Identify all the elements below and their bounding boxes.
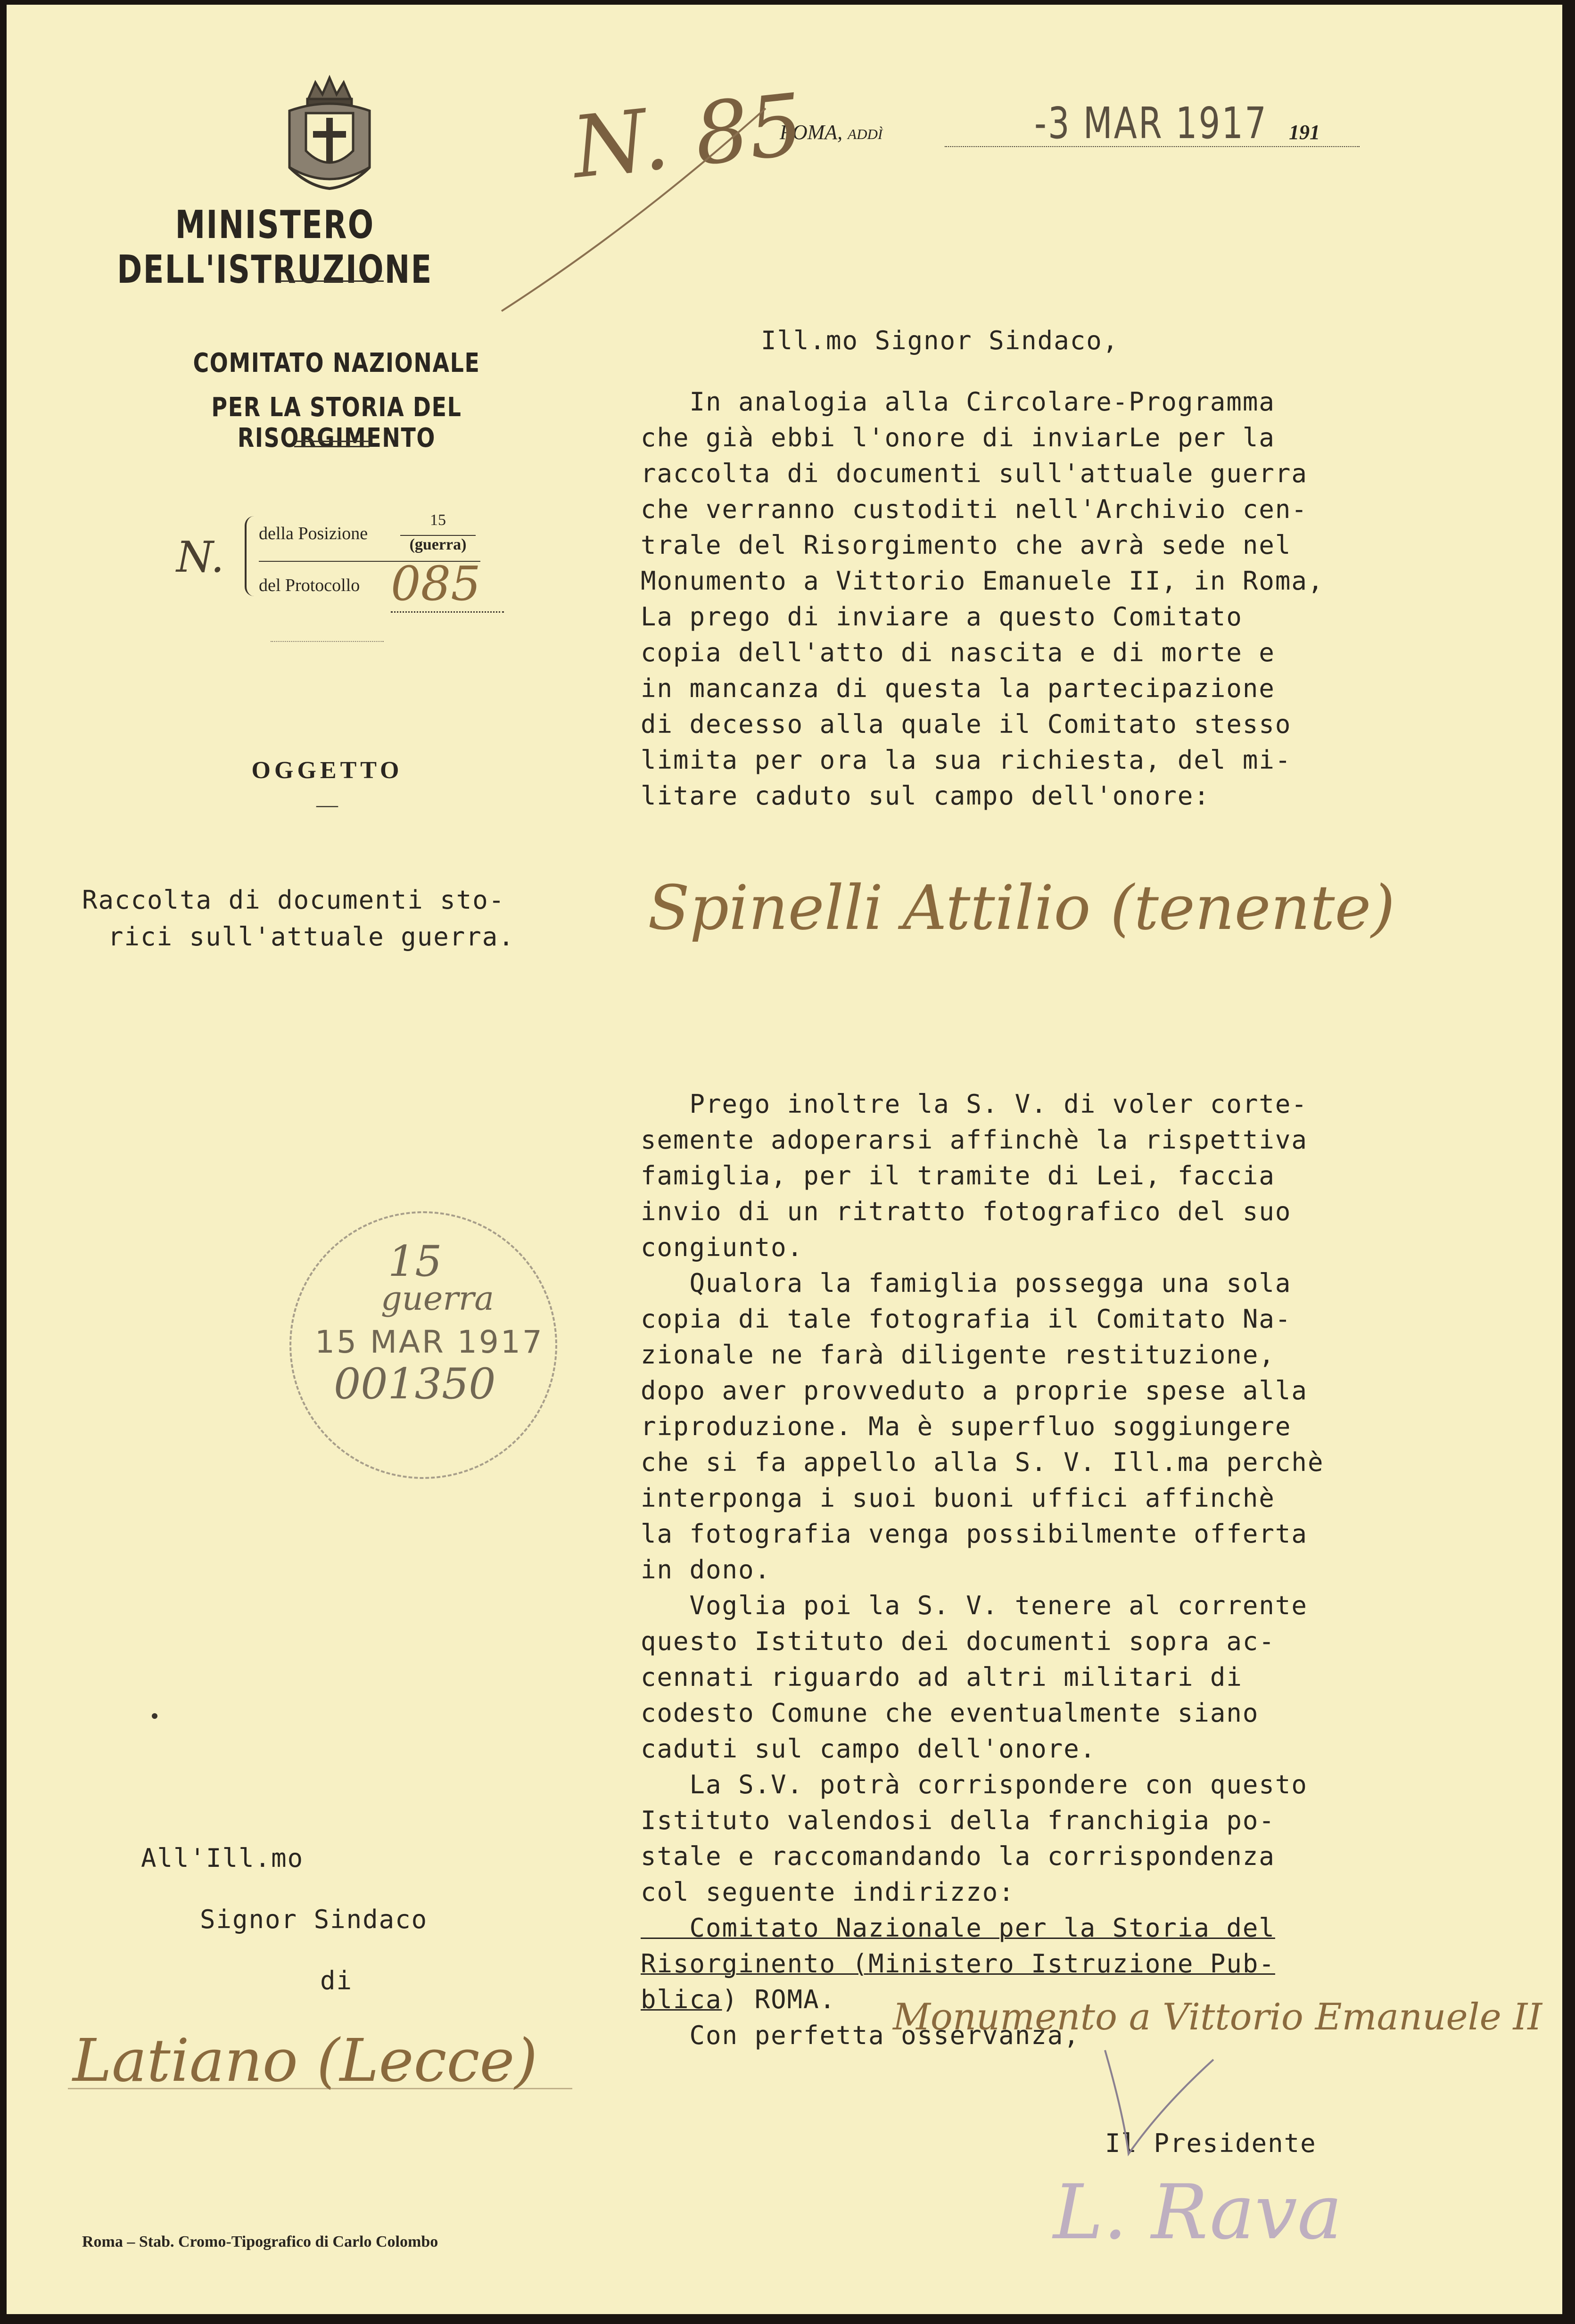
paragraph-line: zionale ne farà diligente restituzione, bbox=[641, 1340, 1275, 1370]
paragraph-line: caduti sul campo dell'onore. bbox=[641, 1734, 1097, 1764]
paragraph-line: Qualora la famiglia possegga una sola bbox=[641, 1268, 1292, 1298]
paragraph-line: in dono. bbox=[641, 1555, 771, 1585]
oggetto-label: OGGETTO bbox=[251, 757, 403, 784]
paragraph-line: La prego di inviare a questo Comitato bbox=[641, 602, 1243, 632]
letter-paragraph-2 bbox=[641, 1086, 1414, 2053]
paragraph-line: in mancanza di questa la partecipazione bbox=[641, 673, 1275, 703]
date-year-print: 191 bbox=[1289, 121, 1320, 144]
receipt-stamp bbox=[289, 1211, 557, 1479]
recipient-line1: All'Ill.mo bbox=[141, 1843, 304, 1873]
paragraph-line: Voglia poi la S. V. tenere al corrente bbox=[641, 1591, 1308, 1620]
paragraph-line: riproduzione. Ma è superfluo soggiungere bbox=[641, 1412, 1292, 1441]
place-label: ROMA, addì bbox=[780, 121, 883, 144]
stamp-date: 15 MAR 1917 bbox=[315, 1324, 544, 1360]
letter-page bbox=[7, 5, 1562, 2314]
protocollo-value: 085 bbox=[391, 556, 504, 613]
paragraph-line: interponga i suoi buoni uffici affinchè bbox=[641, 1483, 1275, 1513]
address-segment: Risorginento ( bbox=[641, 1949, 869, 1979]
ink-dot bbox=[152, 1713, 157, 1719]
paragraph-line: questo Istituto dei documenti sopra ac- bbox=[641, 1626, 1275, 1656]
paragraph-line: che già ebbi l'onore di inviarLe per la bbox=[641, 423, 1275, 452]
paragraph-line: Istituto valendosi della franchigia po- bbox=[641, 1806, 1275, 1835]
paragraph-line: limita per ora la sua richiesta, del mi- bbox=[641, 745, 1292, 775]
ministry-divider bbox=[280, 280, 384, 282]
paragraph-line: che verranno custoditi nell'Archivio cen- bbox=[641, 494, 1308, 524]
ministry-name: MINISTERO DELL'ISTRUZIONE bbox=[117, 203, 433, 292]
address-segment: ) ROMA. bbox=[722, 1985, 836, 2014]
committee-title-line1: COMITATO NAZIONALE bbox=[193, 348, 480, 378]
handwritten-recipient-town: Latiano (Lecce) bbox=[73, 2027, 538, 2095]
recipient-line3: di bbox=[320, 1966, 353, 1996]
address-struck-segment: Ministero Istruzione Pub- bbox=[868, 1949, 1275, 1979]
stamp-position-subtitle: guerra bbox=[381, 1279, 494, 1318]
paragraph-line: congiunto. bbox=[641, 1232, 804, 1262]
address-line-2 bbox=[641, 1946, 1414, 1982]
posizione-subtitle: (guerra) bbox=[400, 535, 476, 554]
stamp-number: 001350 bbox=[334, 1359, 496, 1409]
closing-line: Con perfetta osservanza, bbox=[641, 2020, 1080, 2050]
stamp-position-number: 15 bbox=[388, 1237, 442, 1286]
handwritten-signature: L. Rava bbox=[1053, 2168, 1343, 2256]
committee-title-line2: PER LA STORIA DEL RISORGIMENTO bbox=[211, 392, 462, 453]
oggetto-text-line2: rici sull'attuale guerra. bbox=[108, 922, 515, 952]
address-line-1: Comitato Nazionale per la Storia del bbox=[641, 1913, 1275, 1943]
recipient-underline bbox=[68, 2088, 572, 2089]
paragraph-line: la fotografia venga possibilmente offerta bbox=[641, 1519, 1308, 1549]
letter-salutation: Ill.mo Signor Sindaco, bbox=[761, 326, 1119, 355]
reference-brace bbox=[245, 516, 258, 596]
handwritten-stroke-icon bbox=[492, 99, 775, 320]
handwritten-address-addition: Monumento a Vittorio Emanuele II bbox=[893, 1996, 1542, 2038]
paragraph-line: raccolta di documenti sull'attuale guerra bbox=[641, 459, 1308, 488]
paragraph-line: copia dell'atto di nascita e di morte e bbox=[641, 638, 1275, 667]
handwritten-register-number: N. 85 bbox=[568, 75, 808, 198]
recipient-line2: Signor Sindaco bbox=[200, 1905, 428, 1934]
paragraph-line: litare caduto sul campo dell'onore: bbox=[641, 781, 1210, 811]
reference-prefix: N. bbox=[176, 533, 224, 582]
paragraph-line: La S.V. potrà corrispondere con questo bbox=[641, 1770, 1308, 1799]
paragraph-line: In analogia alla Circolare-Programma bbox=[641, 387, 1275, 417]
oggetto-text-line1: Raccolta di documenti sto- bbox=[82, 885, 505, 915]
protocollo-label: del Protocollo bbox=[259, 575, 360, 595]
paragraph-line: che si fa appello alla S. V. Ill.ma perchè bbox=[641, 1447, 1324, 1477]
paragraph-line: copia di tale fotografia il Comitato Na- bbox=[641, 1304, 1292, 1334]
oggetto-dash: — bbox=[316, 792, 338, 816]
reference-rule-lower bbox=[271, 641, 384, 642]
handwritten-soldier-name: Spinelli Attilio (tenente) bbox=[648, 872, 1395, 944]
signature-stroke-icon bbox=[1096, 2041, 1237, 2163]
royal-coat-of-arms-icon bbox=[280, 73, 379, 196]
signature-title: Il Presidente bbox=[1105, 2128, 1317, 2158]
paragraph-line: famiglia, per il tramite di Lei, faccia bbox=[641, 1161, 1275, 1191]
paragraph-line: trale del Risorgimento che avrà sede nel bbox=[641, 530, 1292, 560]
posizione-label: della Posizione bbox=[259, 524, 368, 543]
paragraph-line: invio di un ritratto fotografico del suo bbox=[641, 1197, 1292, 1226]
paragraph-line: Prego inoltre la S. V. di voler corte- bbox=[641, 1089, 1308, 1119]
paragraph-line: col seguente indirizzo: bbox=[641, 1877, 1015, 1907]
paragraph-line: codesto Comune che eventualmente siano bbox=[641, 1698, 1259, 1728]
letter-paragraph-1 bbox=[641, 384, 1414, 814]
posizione-number: 15 bbox=[430, 511, 446, 529]
paragraph-line: Monumento a Vittorio Emanuele II, in Roma, bbox=[641, 566, 1324, 596]
paragraph-line: stale e raccomandando la corrispondenza bbox=[641, 1841, 1275, 1871]
printer-footer: Roma – Stab. Cromo-Tipografico di Carlo Colombo bbox=[82, 2233, 438, 2250]
committee-divider bbox=[294, 441, 370, 447]
address-struck-segment: blica bbox=[641, 1985, 722, 2014]
paragraph-line: dopo aver provveduto a proprie spese alla bbox=[641, 1376, 1308, 1405]
paragraph-line: di decesso alla quale il Comitato stesso bbox=[641, 709, 1292, 739]
date-stamp: -3 MAR 1917 bbox=[1034, 98, 1268, 148]
paragraph-line: semente adoperarsi affinchè la rispettiva bbox=[641, 1125, 1308, 1155]
paragraph-line: cennati riguardo ad altri militari di bbox=[641, 1662, 1243, 1692]
